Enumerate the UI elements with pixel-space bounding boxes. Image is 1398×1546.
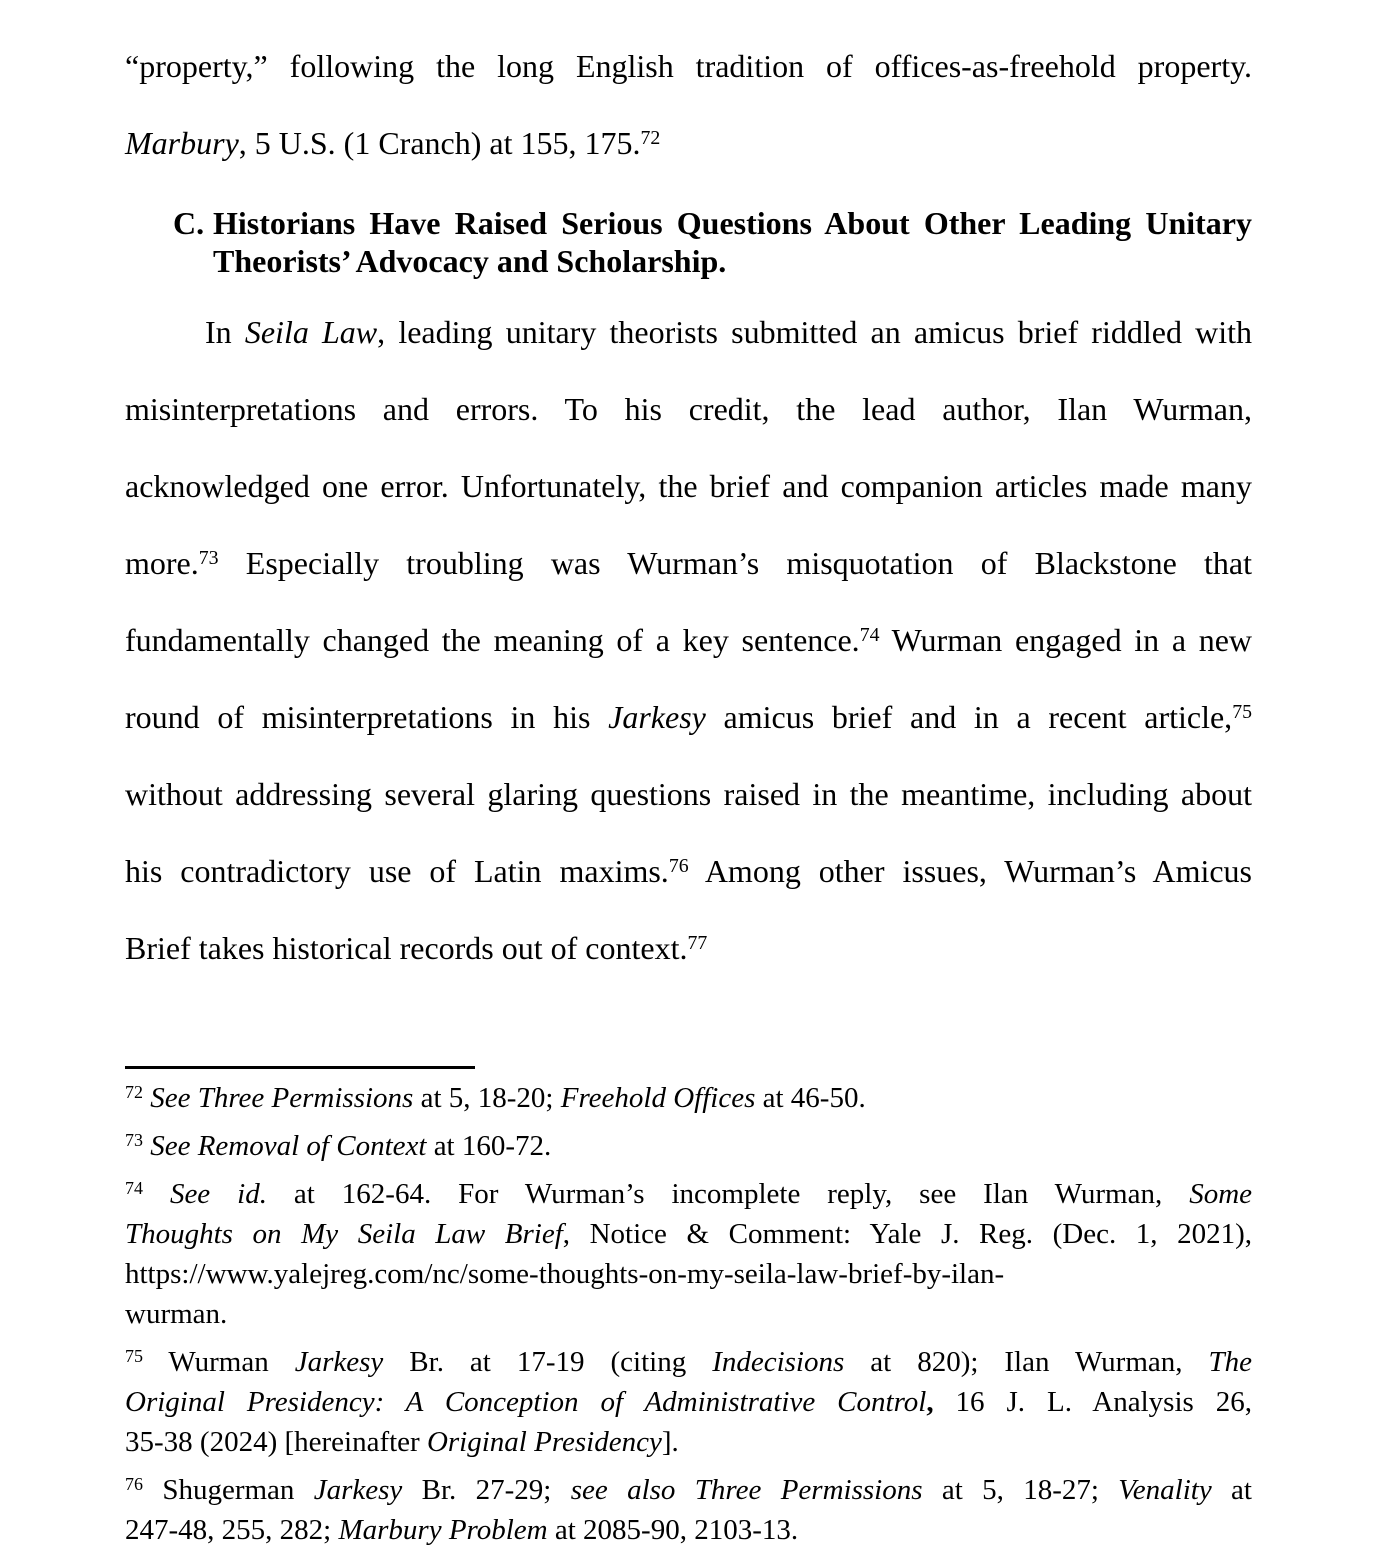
text-run: Among other issues, Wurman’s Amicus bbox=[688, 853, 1253, 889]
footnote-reference: 76 bbox=[668, 854, 689, 877]
text-run: See Three Permissions bbox=[150, 1082, 414, 1114]
text-run: Venality bbox=[1118, 1474, 1212, 1506]
text-run: Br. 27-29; bbox=[402, 1474, 571, 1506]
text-run: , Notice & Comment: Yale J. Reg. (Dec. 1, 2021), bbox=[562, 1218, 1252, 1250]
text-run: Wurman engaged in a new bbox=[879, 622, 1253, 658]
text-run: In bbox=[205, 314, 245, 350]
text-line bbox=[213, 204, 1252, 242]
text-run: Jarkesy bbox=[608, 699, 706, 735]
section-heading-label: C. bbox=[173, 205, 205, 241]
text-line bbox=[125, 1470, 1252, 1510]
text-line bbox=[125, 294, 1252, 371]
text-run: at 5, 18-20; bbox=[413, 1082, 561, 1114]
text-run: Original Presidency bbox=[426, 1426, 662, 1458]
text-line bbox=[125, 1342, 1252, 1382]
text-run: Freehold Offices bbox=[560, 1082, 756, 1114]
text-run: Original Presidency: A Conception of Administrative Control bbox=[125, 1386, 927, 1418]
text-run: Jarkesy bbox=[294, 1346, 384, 1378]
footnote-reference: 74 bbox=[125, 1177, 143, 1198]
text-run: fundamentally changed the meaning of a key sentence. bbox=[125, 622, 860, 658]
text-run: at 2085-90, 2103-13. bbox=[547, 1514, 799, 1546]
text-run: acknowledged one error. Unfortunately, the brief and companion articles made many bbox=[125, 468, 1252, 504]
text-run: “property,” following the long English tradition of offices-as-freehold property. bbox=[125, 48, 1252, 84]
footnote-reference: 72 bbox=[125, 1081, 143, 1102]
text-run: Historians Have Raised Serious Questions About Other Leading Unitary bbox=[213, 205, 1252, 241]
text-run: Marbury Problem bbox=[338, 1514, 548, 1546]
text-run: misinterpretations and errors. To his credit, the lead author, Ilan Wurman, bbox=[125, 391, 1252, 427]
text-line bbox=[125, 371, 1252, 448]
footnote-72 bbox=[125, 1078, 1252, 1118]
text-line bbox=[125, 1254, 1252, 1294]
footnote-76 bbox=[125, 1470, 1252, 1546]
text-run: Shugerman bbox=[142, 1474, 314, 1506]
continuation-paragraph bbox=[125, 28, 1252, 182]
text-line bbox=[125, 1510, 1252, 1546]
text-run: Theorists’ Advocacy and Scholarship. bbox=[213, 243, 727, 279]
footnote-reference: 77 bbox=[687, 931, 708, 954]
text-line bbox=[125, 1382, 1252, 1422]
text-run: Thoughts on My Seila Law Brief bbox=[125, 1218, 563, 1250]
text-run: round of misinterpretations in his bbox=[125, 699, 609, 735]
text-run: at 162-64. For Wurman’s incomplete reply, see Ilan Wurman, bbox=[266, 1178, 1190, 1210]
text-run: at 5, 18-27; bbox=[922, 1474, 1119, 1506]
text-line bbox=[125, 833, 1252, 910]
text-run: at bbox=[1211, 1474, 1252, 1506]
footnote-separator bbox=[125, 1066, 475, 1069]
text-line bbox=[125, 1078, 1252, 1118]
text-line bbox=[125, 105, 1252, 182]
text-line bbox=[125, 756, 1252, 833]
text-line bbox=[125, 679, 1252, 756]
text-run: his contradictory use of Latin maxims. bbox=[125, 853, 669, 889]
text-line bbox=[125, 28, 1252, 105]
text-line bbox=[213, 242, 1252, 280]
footnotes-section bbox=[125, 1078, 1252, 1546]
footnote-reference: 75 bbox=[125, 1345, 143, 1366]
footnote-reference: 75 bbox=[1232, 700, 1253, 723]
text-run: Br. at 17-19 (citing bbox=[383, 1346, 713, 1378]
text-run: at 820); Ilan Wurman, bbox=[844, 1346, 1209, 1378]
text-run: Jarkesy bbox=[313, 1474, 403, 1506]
text-run: , leading unitary theorists submitted an amicus brief riddled with bbox=[377, 314, 1253, 350]
text-run: See id. bbox=[169, 1178, 267, 1210]
text-run: https://www.yalejreg.com/nc/some-thoughts-on-my-seila-law-brief-by-ilan- bbox=[125, 1258, 1005, 1290]
text-run: Marbury bbox=[125, 125, 239, 161]
footnote-75 bbox=[125, 1342, 1252, 1462]
text-run: , bbox=[926, 1386, 934, 1418]
section-heading bbox=[125, 204, 1252, 280]
footnote-reference: 74 bbox=[859, 623, 880, 646]
text-run: wurman. bbox=[125, 1298, 228, 1330]
text-line bbox=[125, 525, 1252, 602]
text-run: at 46-50. bbox=[755, 1082, 866, 1114]
footnote-reference: 72 bbox=[640, 126, 661, 149]
text-line bbox=[125, 602, 1252, 679]
text-run: , 5 U.S. (1 Cranch) at 155, 175. bbox=[238, 125, 641, 161]
text-run: Indecisions bbox=[712, 1346, 845, 1378]
text-run: amicus brief and in a recent article, bbox=[705, 699, 1233, 735]
text-run: See Removal of Context bbox=[150, 1130, 427, 1162]
text-line bbox=[125, 1294, 1252, 1334]
text-run: without addressing several glaring questions raised in the meantime, including about bbox=[125, 776, 1252, 812]
footnote-74 bbox=[125, 1174, 1252, 1334]
text-line bbox=[125, 1126, 1252, 1166]
footnote-reference: 76 bbox=[125, 1473, 143, 1494]
text-run: Some bbox=[1189, 1178, 1253, 1210]
text-run: more. bbox=[125, 545, 199, 581]
main-paragraph bbox=[125, 294, 1252, 987]
text-run: 247-48, 255, 282; bbox=[125, 1514, 339, 1546]
text-line bbox=[125, 448, 1252, 525]
text-run: at 160-72. bbox=[426, 1130, 552, 1162]
footnote-73 bbox=[125, 1126, 1252, 1166]
text-line bbox=[125, 1174, 1252, 1214]
text-run bbox=[143, 1178, 170, 1210]
text-line bbox=[125, 910, 1252, 987]
text-run: Seila Law bbox=[244, 314, 378, 350]
footnote-reference: 73 bbox=[125, 1129, 143, 1150]
text-run: 35-38 (2024) [hereinafter bbox=[125, 1426, 427, 1458]
text-run: 16 J. L. Analysis 26, bbox=[933, 1386, 1252, 1418]
text-run: Wurman bbox=[142, 1346, 295, 1378]
text-run: The bbox=[1208, 1346, 1252, 1378]
text-line bbox=[125, 1422, 1252, 1462]
text-line bbox=[125, 1214, 1252, 1254]
text-run: Brief takes historical records out of context. bbox=[125, 930, 688, 966]
section-heading-text bbox=[213, 204, 1252, 280]
text-run: ]. bbox=[661, 1426, 679, 1458]
text-run: Especially troubling was Wurman’s misquotation of Blackstone that bbox=[218, 545, 1252, 581]
footnote-reference: 73 bbox=[198, 546, 219, 569]
text-run: see also Three Permissions bbox=[570, 1474, 923, 1506]
